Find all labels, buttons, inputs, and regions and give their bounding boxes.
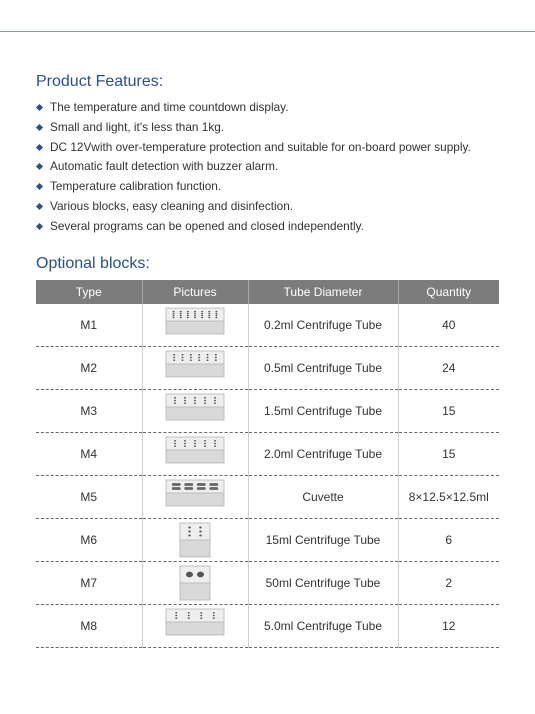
block-2-holes-icon	[162, 565, 228, 601]
diamond-bullet-icon	[36, 223, 43, 230]
picture-cell	[142, 433, 248, 476]
type-cell: M4	[36, 433, 142, 476]
diameter-cell: 0.2ml Centrifuge Tube	[248, 304, 398, 347]
diamond-bullet-icon	[36, 104, 43, 111]
feature-item	[36, 118, 516, 138]
optional-blocks-title: Optional blocks:	[36, 255, 150, 272]
table-row	[36, 347, 499, 390]
type-cell: M8	[36, 605, 142, 648]
quantity-cell: 15	[398, 390, 499, 433]
feature-text: Automatic fault detection with buzzer alarm.	[50, 159, 279, 174]
top-divider	[0, 31, 535, 32]
feature-item	[36, 138, 516, 158]
picture-cell	[142, 519, 248, 562]
feature-item	[36, 177, 516, 197]
quantity-cell: 2	[398, 562, 499, 605]
picture-cell	[142, 304, 248, 347]
feature-text: Temperature calibration function.	[50, 179, 222, 194]
feature-item	[36, 197, 516, 217]
diameter-cell: 0.5ml Centrifuge Tube	[248, 347, 398, 390]
block-15-holes-icon	[162, 393, 228, 429]
type-cell: M6	[36, 519, 142, 562]
table-row	[36, 562, 499, 605]
type-cell: M7	[36, 562, 142, 605]
diamond-bullet-icon	[36, 124, 43, 131]
block-15-holes-icon	[162, 436, 228, 472]
type-cell: M3	[36, 390, 142, 433]
quantity-cell: 12	[398, 605, 499, 648]
type-cell: M5	[36, 476, 142, 519]
features-title: Product Features:	[36, 73, 164, 90]
diameter-cell: 1.5ml Centrifuge Tube	[248, 390, 398, 433]
picture-cell	[142, 562, 248, 605]
picture-cell	[142, 347, 248, 390]
header-pictures: Pictures	[142, 280, 248, 304]
diamond-bullet-icon	[36, 203, 43, 210]
table-row	[36, 605, 499, 648]
block-24-holes-icon	[162, 350, 228, 386]
cuvette-block-icon	[162, 479, 228, 515]
header-type: Type	[36, 280, 142, 304]
picture-cell	[142, 605, 248, 648]
quantity-cell: 8×12.5×12.5ml	[398, 476, 499, 519]
diameter-cell: 5.0ml Centrifuge Tube	[248, 605, 398, 648]
feature-item	[36, 157, 516, 177]
diameter-cell: 15ml Centrifuge Tube	[248, 519, 398, 562]
block-6-holes-icon	[162, 522, 228, 558]
table-row	[36, 304, 499, 347]
feature-text: The temperature and time countdown display.	[50, 100, 289, 114]
picture-cell	[142, 390, 248, 433]
block-96-small-holes-icon	[162, 307, 228, 343]
quantity-cell: 40	[398, 304, 499, 347]
quantity-cell: 15	[398, 433, 499, 476]
diamond-bullet-icon	[36, 183, 43, 190]
table-row	[36, 476, 499, 519]
diamond-bullet-icon	[36, 144, 43, 151]
feature-text: Small and light, it's less than 1kg.	[50, 119, 225, 134]
block-12-holes-icon	[162, 608, 228, 644]
table-row	[36, 519, 499, 562]
header-quantity: Quantity	[398, 280, 499, 304]
picture-cell	[142, 476, 248, 519]
quantity-cell: 6	[398, 519, 499, 562]
header-tube-diameter: Tube Diameter	[248, 280, 398, 304]
feature-list	[36, 98, 516, 237]
table-row	[36, 433, 499, 476]
table-row	[36, 390, 499, 433]
quantity-cell: 24	[398, 347, 499, 390]
feature-text: DC 12Vwith over-temperature protection and suitable for on-board power supply.	[50, 139, 471, 154]
feature-item	[36, 98, 516, 118]
feature-text: Several programs can be opened and closed independently.	[50, 218, 364, 233]
type-cell: M2	[36, 347, 142, 390]
feature-item	[36, 217, 516, 237]
table-header-row	[36, 280, 499, 304]
diameter-cell: 50ml Centrifuge Tube	[248, 562, 398, 605]
diamond-bullet-icon	[36, 163, 43, 170]
diameter-cell: Cuvette	[248, 476, 398, 519]
diameter-cell: 2.0ml Centrifuge Tube	[248, 433, 398, 476]
optional-blocks-table	[36, 280, 499, 648]
feature-text: Various blocks, easy cleaning and disinfection.	[50, 198, 294, 213]
type-cell: M1	[36, 304, 142, 347]
